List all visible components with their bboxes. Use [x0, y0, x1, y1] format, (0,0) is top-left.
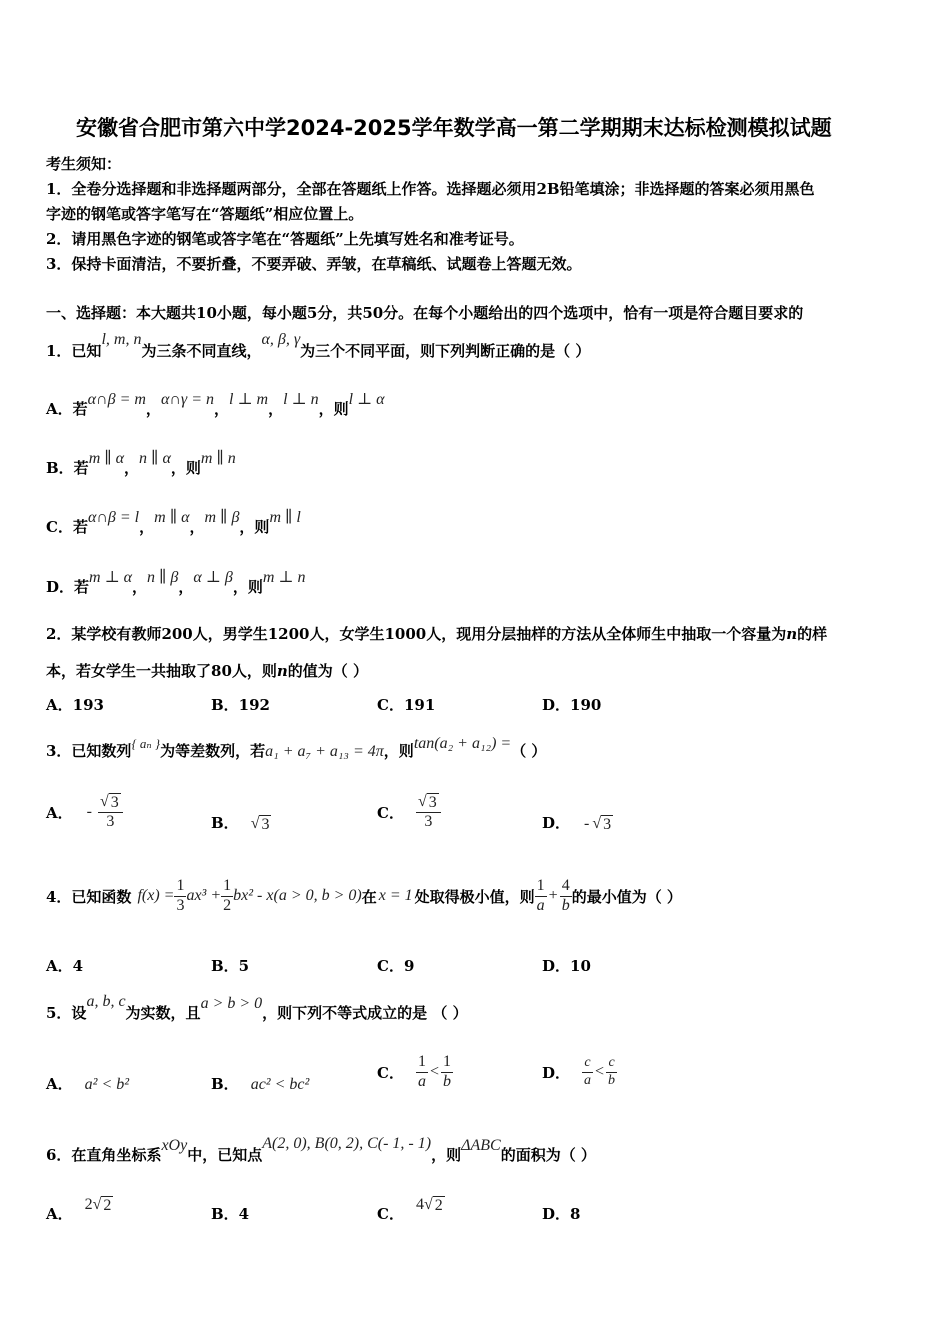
q6-option-b[interactable]: B．4	[211, 1205, 250, 1223]
q6-c-radicand: 2	[434, 1197, 443, 1214]
q4-fraction-2	[221, 877, 233, 915]
q4-term-1: ax³ +	[186, 887, 222, 904]
q1-c-sep-2: ，	[189, 518, 205, 536]
q1-b-result: m ∥ n	[200, 450, 236, 467]
q1-a-result: l ⊥ α	[348, 391, 385, 408]
q3-option-b[interactable]	[211, 812, 271, 834]
q5-a-expression: a² < b²	[84, 1076, 130, 1093]
q5-c-den-2: b	[442, 1072, 451, 1090]
q1-a-label: A．若	[46, 400, 88, 418]
q1-text-1: 为三条不同直线，	[141, 342, 262, 360]
q1-b-label: B．若	[46, 459, 89, 477]
q1-d-cond-1: m ⊥ α	[89, 569, 133, 586]
q3-sequence: { aₙ }	[131, 736, 161, 751]
q5-c-less-than: <	[429, 1063, 439, 1080]
notice-item-1-cont: 字迹的钢笔或答字笔写在“答题纸”相应位置上。	[46, 205, 364, 223]
q1-c-cond-3: m ∥ β	[204, 509, 240, 526]
q4-g1-num: 1	[535, 877, 547, 896]
q2-stem-line-1	[46, 623, 827, 644]
q3-c-fraction	[416, 793, 441, 832]
section-heading: 一、选择题：本大题共10小题，每小题5分，共50分。在每个小题给出的四个选项中，恰有一项是符合题目要求的	[46, 304, 804, 322]
q1-d-cond-3: α ⊥ β	[193, 569, 233, 586]
q1-option-c[interactable]	[46, 509, 301, 537]
q3-b-radicand: 3	[261, 816, 270, 833]
q5-stem	[46, 993, 468, 1023]
q3-tan-expression: tan(a₂ + a₁₂) =	[413, 735, 512, 752]
q2-option-c[interactable]: C．191	[377, 696, 436, 714]
q3-c-radicand: 3	[428, 793, 437, 811]
q3-stem	[46, 735, 547, 761]
q1-c-sep-1: ，	[139, 518, 155, 536]
q5-b-label: B．	[211, 1075, 239, 1093]
q5-d-fraction-2	[606, 1055, 617, 1088]
q6-triangle: ΔABC	[461, 1137, 501, 1154]
q3-option-d[interactable]	[542, 812, 613, 834]
q3-num: 3．已知数列	[46, 742, 132, 760]
q1-c-cond-2: m ∥ α	[154, 509, 190, 526]
q3-d-minus: -	[584, 815, 590, 832]
q1-b-cond-1: m ∥ α	[88, 450, 125, 467]
q4-text-2: 处取得极小值，则	[414, 887, 535, 906]
q5-b-expression: ac² < bc²	[250, 1076, 310, 1093]
q4-f2-num: 1	[221, 877, 233, 896]
q4-fraction-1	[174, 877, 186, 915]
q2-text-1: 2．某学校有教师200人，男学生1200人，女学生1000人，现用分层抽样的方法从全体师生中抽取一个容量为	[46, 625, 787, 643]
q1-option-b[interactable]	[46, 450, 236, 478]
q3-a-fraction	[98, 793, 123, 832]
q5-c-num-2: 1	[441, 1053, 453, 1072]
q1-num: 1．已知	[46, 342, 102, 360]
q4-text-3: 的最小值为（ ）	[571, 887, 682, 906]
q2-option-b[interactable]: B．192	[211, 696, 270, 714]
q5-condition: a > b > 0	[200, 995, 263, 1012]
q1-a-cond-4: l ⊥ n	[283, 391, 319, 408]
page-title: 安徽省合肥市第六中学2024-2025学年数学高一第二学期期末达标检测模拟试题	[76, 116, 832, 140]
q5-c-fraction-2	[441, 1053, 453, 1091]
q3-b-label: B．	[211, 814, 239, 832]
q5-c-den-1: a	[417, 1072, 426, 1090]
q4-option-d[interactable]: D．10	[542, 957, 591, 975]
q2-var-n-2: n	[276, 662, 288, 680]
q3-c-label: C．	[377, 803, 404, 822]
q1-b-then: ，则	[170, 459, 201, 477]
q3-option-a[interactable]	[46, 786, 123, 838]
q3-option-c[interactable]	[377, 786, 441, 838]
q6-stem	[46, 1135, 596, 1165]
q5-option-a[interactable]	[46, 1073, 129, 1094]
q5-d-den-1: a	[584, 1072, 592, 1088]
q6-option-a[interactable]	[46, 1196, 113, 1225]
q5-text-1: 为实数，且	[125, 1004, 201, 1022]
notice-heading: 考生须知：	[46, 155, 122, 173]
q3-d-sqrt: √ 3	[592, 815, 612, 833]
q6-text-2: ，则	[431, 1146, 462, 1164]
q3-c-denominator: 3	[424, 813, 433, 830]
q1-lines: l, m, n	[101, 331, 142, 348]
q4-term-2: bx² - x(a > 0, b > 0)	[233, 887, 362, 904]
q4-stem	[46, 870, 682, 922]
q4-g2-num: 4	[560, 877, 572, 896]
q1-b-sep-1: ，	[124, 459, 140, 477]
q6-text-1: 中，已知点	[187, 1146, 263, 1164]
q4-option-a[interactable]: A．4	[46, 957, 84, 975]
q3-d-label: D．	[542, 814, 571, 832]
q3-a-denominator: 3	[106, 813, 115, 830]
q1-d-cond-2: n ∥ β	[147, 569, 179, 586]
q3-text-3: （ ）	[511, 742, 547, 760]
q4-option-c[interactable]: C．9	[377, 957, 415, 975]
q6-a-label: A．	[46, 1205, 73, 1223]
q1-stem	[46, 331, 591, 361]
q4-option-b[interactable]: B．5	[211, 957, 250, 975]
q4-f2-den: 2	[223, 896, 232, 914]
q4-function-name: f(x) =	[137, 887, 175, 904]
q4-text-1: 在	[361, 887, 377, 906]
q6-option-c[interactable]	[377, 1196, 445, 1225]
q3-d-radicand: 3	[603, 816, 612, 833]
q1-a-cond-2: α∩γ = n	[160, 391, 214, 408]
q1-a-cond-3: l ⊥ m	[229, 391, 269, 408]
q6-option-d[interactable]: D．8	[542, 1205, 581, 1223]
q4-f1-den: 3	[176, 896, 185, 914]
q5-c-label: C．	[377, 1063, 404, 1082]
q2-option-d[interactable]: D．190	[542, 696, 602, 714]
q6-c-coefficient: 4	[415, 1196, 424, 1213]
q1-c-cond-1: α∩β = l	[87, 509, 140, 526]
q3-a-radicand: 3	[110, 793, 119, 811]
q1-d-sep-2: ，	[178, 578, 194, 596]
q4-fraction-3	[535, 877, 547, 915]
q5-d-label: D．	[542, 1063, 571, 1082]
q1-c-result: m ∥ l	[269, 509, 301, 526]
q5-d-num-1: c	[582, 1055, 592, 1072]
q3-c-sqrt: √ 3	[417, 792, 437, 811]
q3-b-sqrt: √ 3	[250, 815, 270, 833]
q1-planes: α, β, γ	[261, 331, 301, 348]
q5-num: 5．设	[46, 1004, 87, 1022]
q1-d-label: D．若	[46, 578, 90, 596]
q5-d-less-than: <	[595, 1063, 605, 1080]
q4-num: 4．已知函数	[46, 887, 132, 906]
notice-item-1: 1．全卷分选择题和非选择题两部分，全部在答题纸上作答。选择题必须用2B铅笔填涂；非选择题的答案必须用黑色	[46, 180, 815, 198]
q5-text-2: ，则下列不等式成立的是 （ ）	[262, 1004, 468, 1022]
q3-text-1: 为等差数列，若	[160, 742, 266, 760]
notice-item-3: 3．保持卡面清洁，不要折叠，不要弄破、弄皱，在草稿纸、试题卷上答题无效。	[46, 255, 582, 273]
q1-text-2: 为三个不同平面，则下列判断正确的是（ ）	[300, 342, 591, 360]
q1-d-sep-1: ，	[132, 578, 148, 596]
q5-c-num-1: 1	[416, 1053, 428, 1072]
q4-g2-den: b	[561, 896, 570, 914]
q1-d-then: ，则	[232, 578, 263, 596]
q1-a-cond-1: α∩β = m	[87, 391, 146, 408]
q1-option-a[interactable]	[46, 391, 385, 419]
q1-option-d[interactable]	[46, 569, 306, 597]
notice-item-2: 2．请用黑色字迹的钢笔或答字笔在“答题纸”上先填写姓名和准考证号。	[46, 230, 524, 248]
q2-option-a[interactable]: A．193	[46, 696, 104, 714]
q6-a-coefficient: 2	[84, 1196, 93, 1213]
q6-coordinate-system: xOy	[161, 1137, 188, 1154]
q6-points: A(2, 0), B(0, 2), C(- 1, - 1)	[262, 1135, 432, 1152]
q3-a-sqrt: √ 3	[99, 792, 119, 811]
q1-a-then: ，则	[318, 400, 349, 418]
q6-text-3: 的面积为（ ）	[500, 1146, 596, 1164]
q4-x-value: x = 1	[378, 887, 413, 904]
q4-f1-num: 1	[174, 877, 186, 896]
q2-stem-line-2	[46, 660, 368, 681]
q1-c-label: C．若	[46, 518, 88, 536]
q4-plus: +	[548, 887, 558, 904]
q2-text-2: 的样	[797, 625, 828, 643]
q5-option-c[interactable]	[377, 1046, 453, 1098]
q6-a-sqrt: √ 2	[92, 1196, 112, 1214]
q1-a-sep-3: ，	[268, 400, 284, 418]
q1-c-then: ，则	[239, 518, 270, 536]
q6-num: 6．在直角坐标系	[46, 1146, 162, 1164]
q6-c-label: C．	[377, 1205, 404, 1223]
q1-d-result: m ⊥ n	[262, 569, 306, 586]
q5-d-den-2: b	[608, 1072, 616, 1088]
q2-var-n: n	[786, 625, 798, 643]
q3-condition: a₁ + a₇ + a₁₃ = 4π	[265, 743, 384, 760]
q1-a-sep-1: ，	[145, 400, 161, 418]
q5-option-b[interactable]	[211, 1073, 309, 1094]
q5-a-label: A．	[46, 1075, 73, 1093]
q2-text-3: 本，若女学生一共抽取了80人，则	[46, 662, 277, 680]
q4-fraction-4	[560, 877, 572, 915]
q5-c-fraction-1	[416, 1053, 428, 1091]
q5-d-num-2: c	[606, 1055, 616, 1072]
q2-text-4: 的值为（ ）	[287, 662, 369, 680]
q1-b-cond-2: n ∥ α	[139, 450, 171, 467]
q3-a-label: A．	[46, 803, 73, 822]
q5-option-d[interactable]	[542, 1046, 617, 1098]
q6-c-sqrt: √ 2	[423, 1196, 443, 1214]
q4-g1-den: a	[536, 896, 545, 914]
q5-d-fraction-1	[582, 1055, 593, 1088]
q3-a-minus: -	[86, 803, 92, 820]
q1-a-sep-2: ，	[214, 400, 230, 418]
q5-vars: a, b, c	[86, 993, 126, 1010]
q3-text-2: ，则	[383, 742, 414, 760]
q6-a-radicand: 2	[103, 1197, 112, 1214]
